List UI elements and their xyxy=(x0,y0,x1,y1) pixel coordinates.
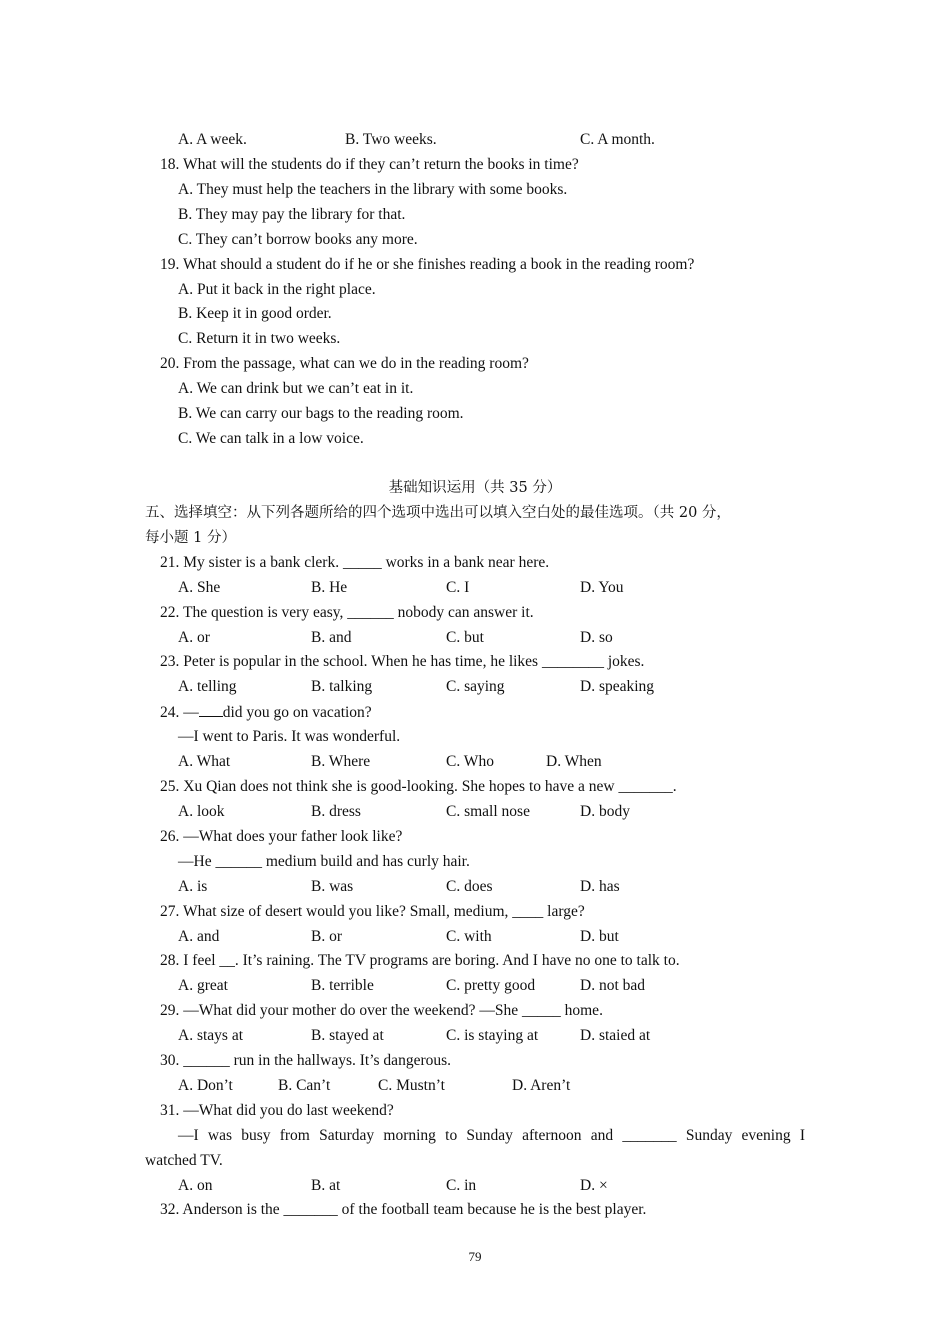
q26-reply: —He ______ medium build and has curly hair. xyxy=(178,853,470,870)
section-heading: 基础知识运用（共 35 分） xyxy=(388,480,562,496)
q25-option-c: C. small nose xyxy=(446,803,530,820)
q29-option-c: C. is staying at xyxy=(446,1027,539,1044)
q30-option-d: D. Aren’t xyxy=(512,1077,571,1094)
q23-option-b: B. talking xyxy=(311,678,373,695)
q24-answer-blank xyxy=(199,702,223,717)
q29-option-d: D. staied at xyxy=(580,1027,651,1044)
q27-option-c: C. with xyxy=(446,928,492,945)
q25-option-d: D. body xyxy=(580,803,630,820)
q26-stem: 26. —What does your father look like? xyxy=(160,828,403,845)
q22-option-b: B. and xyxy=(311,629,352,646)
q21-option-d: D. You xyxy=(580,579,624,596)
q30-option-c: C. Mustn’t xyxy=(378,1077,445,1094)
q17-option-b: B. Two weeks. xyxy=(345,131,437,148)
q28-option-b: B. terrible xyxy=(311,977,374,994)
q29-option-a: A. stays at xyxy=(178,1027,244,1044)
q20-stem: 20. From the passage, what can we do in the reading room? xyxy=(160,355,529,372)
q30-option-a: A. Don’t xyxy=(178,1077,233,1094)
q22-option-a: A. or xyxy=(178,629,210,646)
q27-option-b: B. or xyxy=(311,928,342,945)
q29-option-b: B. stayed at xyxy=(311,1027,384,1044)
q24-option-b: B. Where xyxy=(311,753,371,770)
q31-option-d: D. × xyxy=(580,1177,608,1194)
q24-option-c: C. Who xyxy=(446,753,494,770)
q23-option-a: A. telling xyxy=(178,678,237,695)
q30-stem: 30. ______ run in the hallways. It’s dangerous. xyxy=(160,1052,452,1069)
q26-option-d: D. has xyxy=(580,878,620,895)
q19-option-a: A. Put it back in the right place. xyxy=(178,281,376,298)
q32-stem: 32. Anderson is the _______ of the football team because he is the best player. xyxy=(160,1201,647,1218)
q31-option-a: A. on xyxy=(178,1177,213,1194)
q24-option-a: A. What xyxy=(178,753,231,770)
q26-option-a: A. is xyxy=(178,878,208,895)
q21-option-a: A. She xyxy=(178,579,221,596)
q22-stem: 22. The question is very easy, ______ nobody can answer it. xyxy=(160,604,534,621)
q28-stem: 28. I feel __. It’s raining. The TV programs are boring. And I have no one to talk to. xyxy=(160,952,680,969)
q31-option-c: C. in xyxy=(446,1177,477,1194)
q19-option-c: C. Return it in two weeks. xyxy=(178,330,341,347)
section-instructions-line2: 每小题 1 分） xyxy=(145,530,236,546)
q17-option-a: A. A week. xyxy=(178,131,247,148)
q26-option-b: B. was xyxy=(311,878,354,895)
q18-option-b: B. They may pay the library for that. xyxy=(178,206,406,223)
q28-option-c: C. pretty good xyxy=(446,977,536,994)
q21-option-b: B. He xyxy=(311,579,348,596)
q18-option-a: A. They must help the teachers in the library with some books. xyxy=(178,181,568,198)
q28-option-a: A. great xyxy=(178,977,228,994)
q19-stem: 19. What should a student do if he or she finishes reading a book in the reading room? xyxy=(160,256,695,273)
q19-option-b: B. Keep it in good order. xyxy=(178,305,332,322)
q18-option-c: C. They can’t borrow books any more. xyxy=(178,231,418,248)
q24-option-d: D. When xyxy=(546,753,602,770)
q20-option-c: C. We can talk in a low voice. xyxy=(178,430,364,447)
page-number: 79 xyxy=(468,1249,482,1264)
q31-option-b: B. at xyxy=(311,1177,341,1194)
q31-reply-line2: watched TV. xyxy=(145,1152,223,1169)
q17-option-c: C. A month. xyxy=(580,131,655,148)
q22-option-d: D. so xyxy=(580,629,613,646)
q26-option-c: C. does xyxy=(446,878,493,895)
q20-option-b: B. We can carry our bags to the reading room. xyxy=(178,405,464,422)
q21-option-c: C. I xyxy=(446,579,470,596)
q24-stem-prefix: 24. — xyxy=(160,704,199,721)
q23-option-d: D. speaking xyxy=(580,678,655,695)
q31-reply-line1: —I was busy from Saturday morning to Sunday afternoon and _______ Sunday evening I xyxy=(178,1127,805,1144)
q24-reply: —I went to Paris. It was wonderful. xyxy=(178,728,401,745)
q23-option-c: C. saying xyxy=(446,678,505,695)
q27-stem: 27. What size of desert would you like? Small, medium, ____ large? xyxy=(160,903,585,920)
q27-option-a: A. and xyxy=(178,928,220,945)
q21-stem: 21. My sister is a bank clerk. _____ works in a bank near here. xyxy=(160,554,550,571)
q25-option-b: B. dress xyxy=(311,803,361,820)
q30-option-b: B. Can’t xyxy=(278,1077,331,1094)
q20-option-a: A. We can drink but we can’t eat in it. xyxy=(178,380,414,397)
q25-stem: 25. Xu Qian does not think she is good-looking. She hopes to have a new _______. xyxy=(160,778,677,795)
q25-option-a: A. look xyxy=(178,803,225,820)
q29-stem: 29. —What did your mother do over the weekend? —She _____ home. xyxy=(160,1002,603,1019)
q28-option-d: D. not bad xyxy=(580,977,646,994)
section-instructions-line1: 五、选择填空：从下列各题所给的四个选项中选出可以填入空白处的最佳选项。（共 20 分， xyxy=(145,505,731,521)
q27-option-d: D. but xyxy=(580,928,619,945)
q24-stem-rest: did you go on vacation? xyxy=(222,704,372,721)
q18-stem: 18. What will the students do if they can’t return the books in time? xyxy=(160,156,579,173)
q31-stem: 31. —What did you do last weekend? xyxy=(160,1102,394,1119)
q23-stem: 23. Peter is popular in the school. When he has time, he likes ________ jokes. xyxy=(160,653,645,670)
q24-stem xyxy=(160,702,372,723)
q22-option-c: C. but xyxy=(446,629,484,646)
